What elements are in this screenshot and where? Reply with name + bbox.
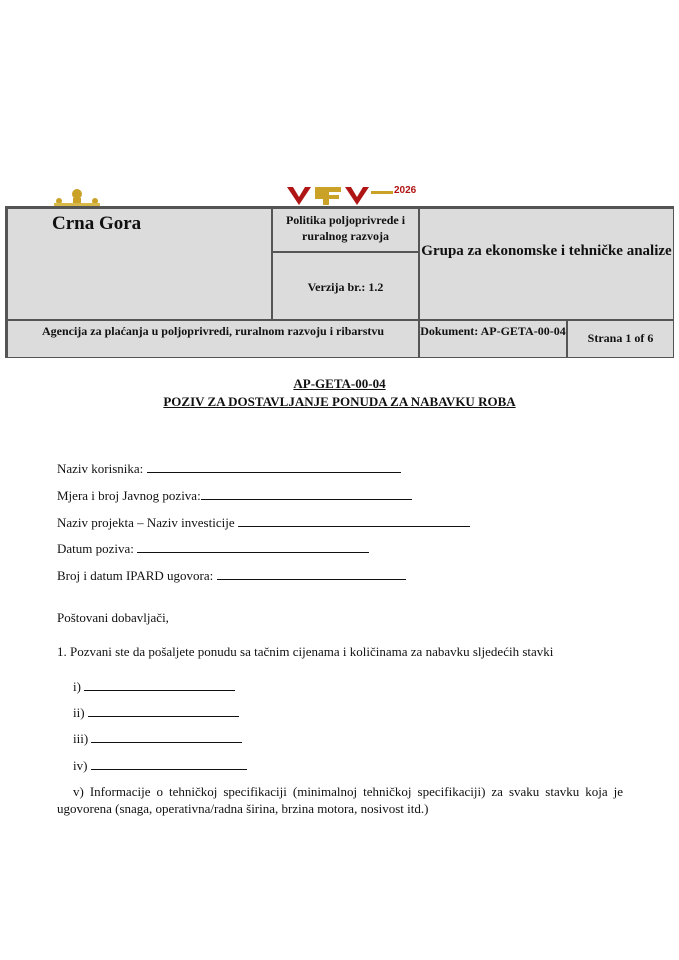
item-line-ii bbox=[73, 704, 239, 721]
page-number-cell: Strana 1 of 6 bbox=[567, 320, 674, 358]
blank-fill-line[interactable] bbox=[217, 567, 406, 580]
policy-cell: Politika poljoprivrede i ruralnog razvoja bbox=[272, 208, 419, 252]
logo-year-text: 2026 bbox=[394, 185, 417, 196]
blank-fill-line[interactable] bbox=[91, 757, 247, 770]
country-cell bbox=[7, 208, 272, 320]
item-line-iii bbox=[73, 730, 242, 747]
item-1-text: 1. Pozvani ste da pošaljete ponudu sa tačnim cijenama i količinama za nabavku sljedećih stavki bbox=[57, 644, 554, 659]
field-label: Broj i datum IPARD ugovora: bbox=[57, 568, 217, 583]
item-label: i) bbox=[73, 679, 85, 694]
field-label: Mjera i broj Javnog poziva: bbox=[57, 488, 201, 503]
form-field-naziv-projekta bbox=[57, 514, 470, 531]
item-line-iv bbox=[73, 757, 247, 774]
blank-fill-line[interactable] bbox=[238, 514, 470, 527]
version-cell: Verzija br.: 1.2 bbox=[272, 252, 419, 320]
greeting-text: Poštovani dobavljači, bbox=[57, 610, 169, 625]
item-line-i bbox=[73, 678, 235, 695]
form-field-ipard-ugovor bbox=[57, 567, 406, 584]
form-field-datum-poziva bbox=[57, 540, 369, 557]
item-label: iii) bbox=[73, 731, 92, 746]
field-label: Naziv korisnika: bbox=[57, 461, 147, 476]
document-header-table bbox=[5, 206, 674, 358]
country-name: Crna Gora bbox=[52, 213, 142, 234]
blank-fill-line[interactable] bbox=[137, 540, 369, 553]
field-label: Datum poziva: bbox=[57, 541, 138, 556]
agency-cell: Agencija za plaćanja u poljoprivredi, ruralnom razvoju i ribarstvu bbox=[7, 320, 419, 358]
document-code-title: AP-GETA-00-04 bbox=[293, 376, 386, 391]
field-label: Naziv projekta – Naziv investicije bbox=[57, 515, 238, 530]
item-label: iv) bbox=[73, 758, 91, 773]
blank-fill-line[interactable] bbox=[84, 678, 235, 691]
blank-fill-line[interactable] bbox=[91, 730, 242, 743]
document-title: POZIV ZA DOSTAVLJANJE PONUDA ZA NABAVKU ROBA bbox=[163, 394, 516, 409]
blank-fill-line[interactable] bbox=[201, 487, 412, 500]
blank-fill-line[interactable] bbox=[147, 460, 401, 473]
document-code-cell: Dokument: AP-GETA-00-04 bbox=[419, 320, 567, 358]
programme-logo-icon bbox=[285, 185, 395, 207]
item-v-paragraph: v) Informacije o tehničkoj specifikaciji (minimalnoj tehničkoj specifikaciji) za svaku stavku koja je ugovorena (snaga, operativna/radna širina, brzina motora, nosivost itd.) bbox=[57, 784, 623, 816]
form-field-naziv-korisnika bbox=[57, 460, 401, 477]
coat-of-arms-crown-icon bbox=[52, 188, 102, 206]
item-label: ii) bbox=[73, 705, 88, 720]
blank-fill-line[interactable] bbox=[88, 704, 239, 717]
form-field-javni-poziv bbox=[57, 487, 412, 504]
group-cell: Grupa za ekonomske i tehničke analize bbox=[419, 208, 674, 320]
